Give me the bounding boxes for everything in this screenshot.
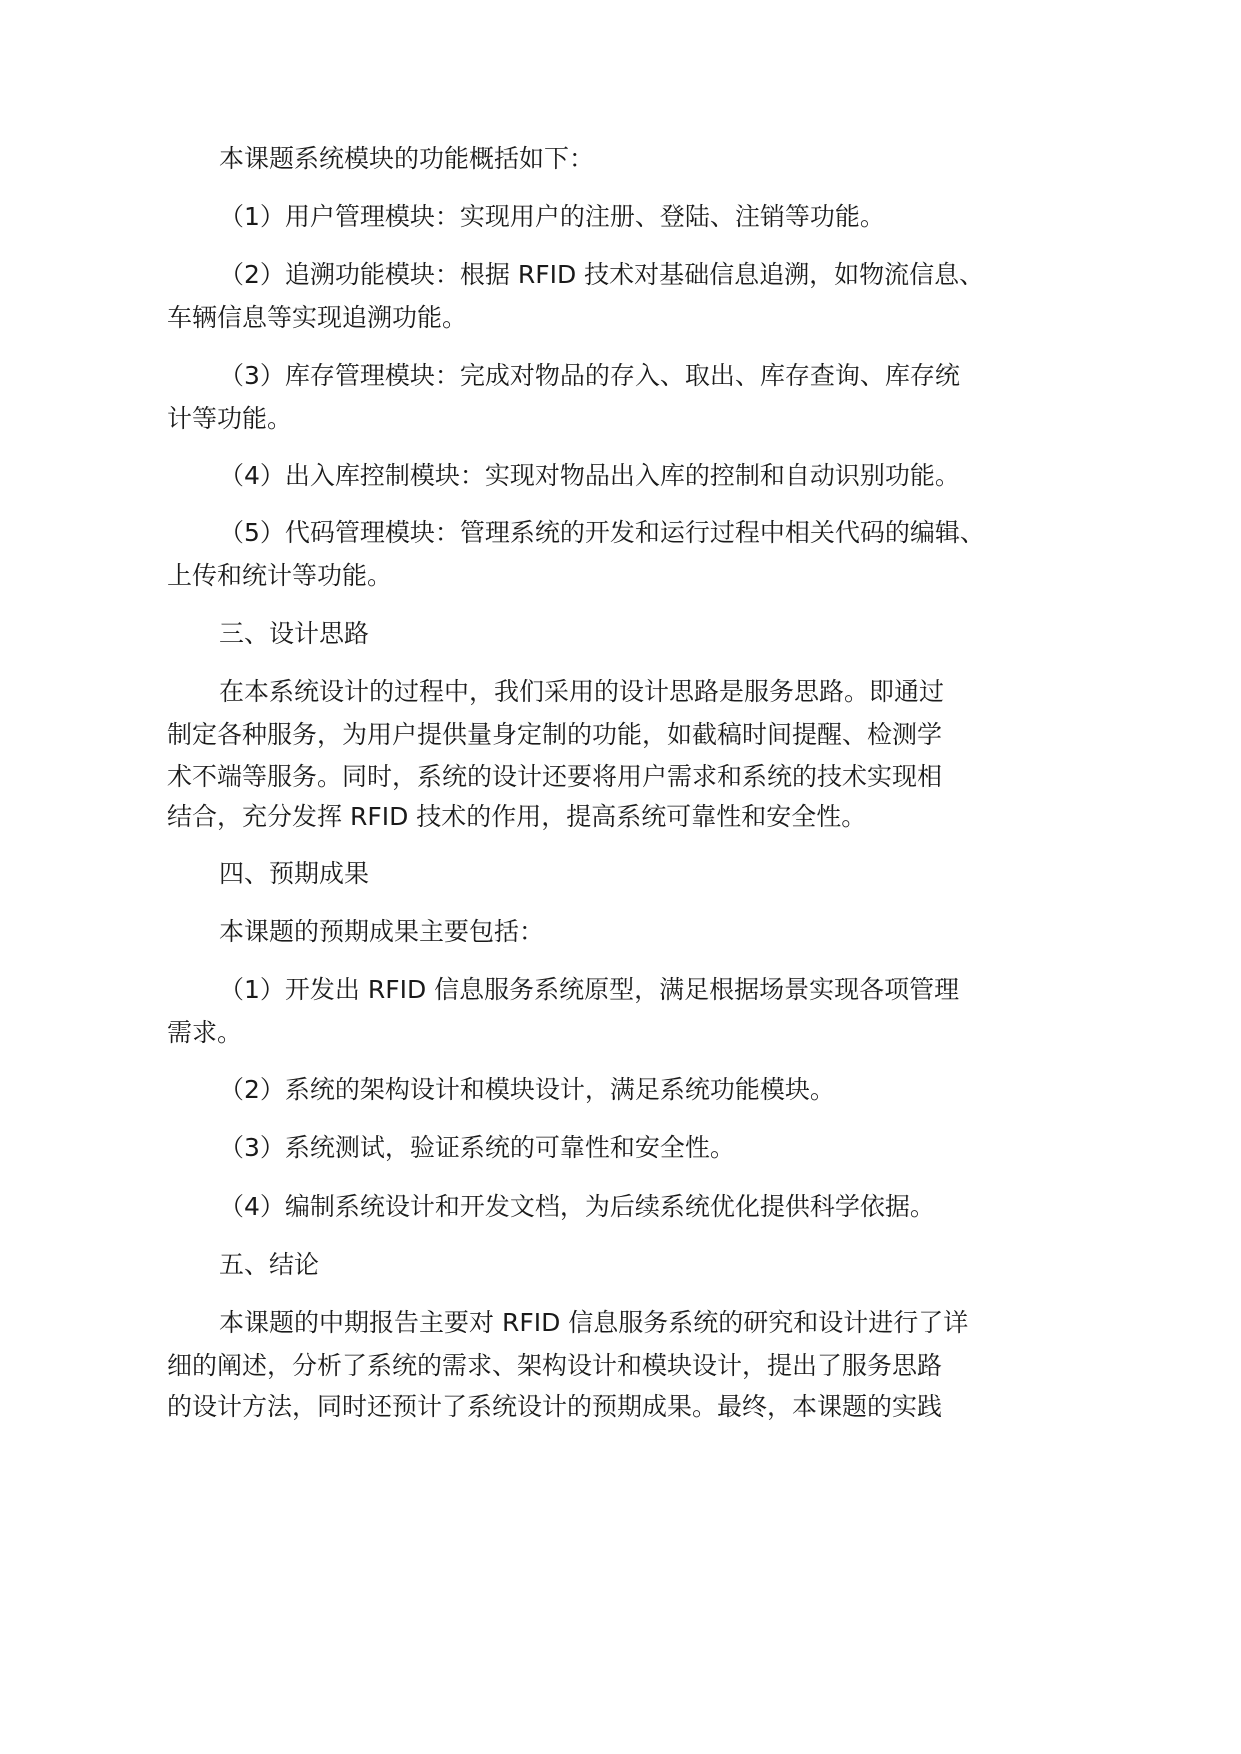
module-item-code: （5）代码管理模块：管理系统的开发和运行过程中相关代码的编辑、 <box>219 518 985 547</box>
module-item-inventory-cont: 计等功能。 <box>167 404 293 433</box>
design-paragraph-line: 术不端等服务。同时，系统的设计还要将用户需求和系统的技术实现相 <box>167 762 943 791</box>
intro-sentence: 本课题系统模块的功能概括如下： <box>219 144 595 173</box>
design-paragraph-line: 在本系统设计的过程中，我们采用的设计思路是服务思路。即通过 <box>219 677 945 706</box>
design-paragraph-line: 结合，充分发挥 RFID 技术的作用，提高系统可靠性和安全性。 <box>167 802 867 831</box>
module-item-inventory: （3）库存管理模块：完成对物品的存入、取出、库存查询、库存统 <box>219 361 960 390</box>
conclusion-paragraph-line: 细的阐述，分析了系统的需求、架构设计和模块设计，提出了服务思路 <box>167 1351 943 1380</box>
section-heading-outcomes: 四、预期成果 <box>219 859 370 888</box>
module-item-warehouse-control: （4）出入库控制模块：实现对物品出入库的控制和自动识别功能。 <box>219 461 960 490</box>
design-paragraph-line: 制定各种服务，为用户提供量身定制的功能，如截稿时间提醒、检测学 <box>167 720 943 749</box>
section-heading-conclusion: 五、结论 <box>219 1250 320 1279</box>
outcome-item-prototype-cont: 需求。 <box>167 1018 243 1047</box>
module-item-trace: （2）追溯功能模块：根据 RFID 技术对基础信息追溯，如物流信息、 <box>219 260 985 289</box>
conclusion-paragraph-line: 本课题的中期报告主要对 RFID 信息服务系统的研究和设计进行了详 <box>219 1308 969 1337</box>
section-heading-design: 三、设计思路 <box>219 619 370 648</box>
conclusion-paragraph-line: 的设计方法，同时还预计了系统设计的预期成果。最终，本课题的实践 <box>167 1392 943 1421</box>
outcomes-intro: 本课题的预期成果主要包括： <box>219 917 545 946</box>
module-item-user: （1）用户管理模块：实现用户的注册、登陆、注销等功能。 <box>219 202 885 231</box>
outcome-item-architecture: （2）系统的架构设计和模块设计，满足系统功能模块。 <box>219 1075 835 1104</box>
module-item-code-cont: 上传和统计等功能。 <box>167 561 393 590</box>
module-item-trace-cont: 车辆信息等实现追溯功能。 <box>167 303 468 332</box>
outcome-item-docs: （4）编制系统设计和开发文档，为后续系统优化提供科学依据。 <box>219 1192 935 1221</box>
outcome-item-prototype: （1）开发出 RFID 信息服务系统原型，满足根据场景实现各项管理 <box>219 975 960 1004</box>
outcome-item-testing: （3）系统测试，验证系统的可靠性和安全性。 <box>219 1133 735 1162</box>
